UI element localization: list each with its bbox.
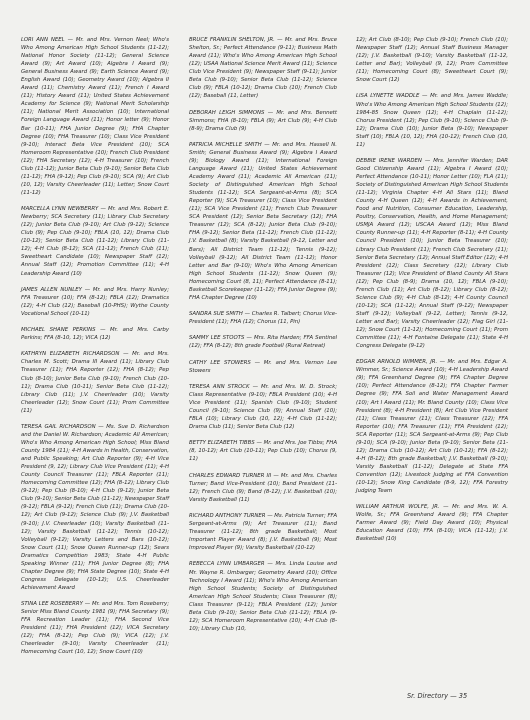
directory-entry: REBECCA LYNN UMBARGER — Mrs. Linda Louise and Mr. Wayne R. Umbarger; Geometry Award (10); Office Technology I Award (11); Who's Who Among American High School Students; Society of Distinguished American High School Students; Class Treasurer (8); Class Treasurer (9-11); FBLA President (12); Junior Beta Club (9-10); Senior Beta Club (11-12); FBLA (9-12); SCA Homeroom Representative (10); 4-H Club (8-10); Library Club (10, — [189, 561, 337, 632]
directory-entry: CHARLES EDWARD TURNER III — Mr. and Mrs. Charles Turner; Band Vice-President (10); Band President (11-12); French Club (9); Band (8-12); J.V. Basketball (10); Varsity Basketball (11) — [189, 472, 337, 503]
directory-entry: BETTY ELIZABETH TIBBS — Mr. and Mrs. Joe Tibbs; FHA (8, 10-12); Art Club (10-11); Pep Club (10); Chorus (9, 11) — [189, 440, 337, 463]
directory-entry: BRUCE FRANKLIN SHELTON, JR. — Mr. and Mrs. Bruce Shelton, Sr.; Perfect Attendance (9-11); Business Math Award (11); Who's Who Among American High School (12); USAA National Science Merit Award (11); Science Club Vice President (9); Newspaper Staff (9-11); Junior Beta Club (9-10); Senior Beta Club (11-12); Science Club (9); FBLA (10-12); Drama Club (10); French Club (12); Baseball (11, Letter) — [189, 37, 337, 100]
directory-entry: DEBORAH LEIGH SIMMONS — Mr. and Mrs. Bennett Simmons; FHA (8-10); FBLA (9); Art Club (9); 4-H Club (8-9); Drama Club (9) — [189, 109, 337, 132]
directory-entry: CATHY LEE STOWERS — Mr. and Mrs. Vernon Lee Stowers — [189, 359, 337, 374]
directory-entry: SAMMY LEE STOOTS — Mrs. Rita Harden; FFA Sentinel (12); FFA (8-12); 8th grade Football (Rural Retreat) — [189, 335, 337, 350]
directory-entry: 12); Art Club (8-10); Pep Club (9-10); French Club (10); Newspaper Staff (12); Annual Staff Business Manager (12); J.V. Basketball (9-10); Varsity Basketball (11-12, Letter and Bar); Volleyball (9, 12); Prom Committee (11); Homecoming Court (8); Sweetheart Court (9); Snow Court (12) — [356, 37, 508, 84]
directory-entry: MICHAEL SHANE PERKINS — Mr. and Mrs. Carby Perkins; FFA (8-10, 12); VICA (12) — [21, 327, 169, 342]
directory-entry: STINA LEE ROSEBERRY — Mr. and Mrs. Tom Roseberry; Senior Miss Bland County 1981 (9); FHA Secretary (9); FFA Recreation Leader (11); FHA Second Vice President (11); FHA President (12); VICA Secretary (12); FHA (8-12); Pep Club (9); VICA (12); J.V. Cheerleader (9-10); Varsity Cheerleader (11); Homecoming Court (10, 12); Snow Court (10) — [21, 601, 169, 656]
directory-entry: EDGAR ARNOLD WIMMER, JR. — Mr. and Mrs. Edgar A. Wimmer, Sr.; Science Award (10); 4-H Leadership Award (9); FFA Greenhand Degree (9); FFA Chapter Degree (10); Perfect Attendance (8-12); FFA Chapter Farmer Degree (9); FFA Soil and Water Management Award (10); Art I Award (11); Mr. Bland County (10); Class Vice President (8); 4-H President (8); Art Club Vice President (11); Class Treasurer (11); Class Treasurer (12); FFA Reporter (10); FFA Treasurer (11); FFA President (12); SCA Reporter (11); SCA Sergeant-at-Arms (9); Pep Club (9-10); SCA (9-10); Junior Beta (9-10); Senior Beta (11-12); Drama Club (10-12); Art Club (10-12); FFA (8-12); 4-H (8-12); 8th grade Basketball; J.V. Basketball (9-10); Varsity Basketball (11-12); Delegate at State FFA Convention (12); Livestock Judging at FFA Convention (10-12); Snow King Candidate (8-9, 12); FFA Forestry Judging Team — [356, 359, 508, 495]
column-left — [21, 36, 169, 665]
directory-entry: LORI ANN NEEL — Mr. and Mrs. Vernon Neel; Who's Who Among American High School Students (11-12); National Honor Society (11-12); General Science Award (9); Art Award (10); Algebra I Award (9); General Business Award (9); Earth Science Award (9); English Award (10); Geometry Award (10); Algebra II Award (11); Chemistry Award (11); French I Award (11); History Award (11); United States Achievement Academy for Science (9); National Merit Scholarship (11); National Merit Association (10); International Foreign Language Award (11); Honor letter (9); Honor Bar (10-11); FHA Junior Degree (9); FHA Chapter Degree (10); FHA Treasurer (10); Class Vice President (9-10); Interact Beta Vice President (10); SCA Homeroom Representative (10); French Club President (12); FHA Secretary (12); 4-H Treasurer (10); French Club (11-12); Junior Beta Club (9-10); Senior Beta Club (11-12); FHA (9-12); Pep Club (9-10); SCA (9); Art Club (10, 12); Varsity Cheerleader (11); Letter; Snow Court (11-12) — [21, 37, 169, 196]
directory-entry: MARCELLA LYNN NEWBERRY — Mr. and Mrs. Robert E. Newberry; SCA Secretary (11); Library Club Secretary (12); Junior Beta Club (9-10); Art Club (9-12); Science Club (9); Pep Club (9-10); FBLA (10, 12); Drama Club (10-12); Senior Beta Club (11-12); Library Club (11-12); 4-H Club (8-12); SCA (11-12); French Club (11); Sweetheart Candidate (10); Newspaper Staff (12); Annual Staff (12); Promotion Committee (11); 4-H Leadership Award (10) — [21, 206, 169, 277]
directory-entry: TERESA ANN STROCK — Mr. and Mrs. W. D. Strock; Class Representative (9-10); FBLA President (10); 4-H Vice President (11); Spanish Club (9-10); Student Council (9-10); Science Club (9); Annual Staff (10); FBLA (10); Library Club (10, 12); 4-H Club (11-12); Drama Club (11); Senior Beta Club (12) — [189, 383, 337, 431]
directory-entry: WILLIAM ARTHUR WOLFE, JR. — Mr. and Mrs. W. A. Wolfe, Sr.; FFA Greenhand Award (9); FFA Chapter Farmer Award (9); Field Day Award (10); Physical Education Award (10); FFA (8-10); VICA (11-12); J.V. Basketball (10) — [356, 504, 508, 543]
directory-entry: JAMES ALLEN NUNLEY — Mr. and Mrs. Harry Nunley; FFA Treasurer (10); FFA (8-12); FBLA (12); Dramatics (12); 4-H Club (12); Baseball (10-PHS); Wythe County Vocational School (10-11) — [21, 286, 169, 317]
directory-entry: DEBBIE IRENE WARDEN — Mrs. Jennifer Warden; DAR Good Citizenship Award (11); Algebra I Award (10); Perfect Attendance (10-11); Honor Letter (10); FLA (11); Society of Distinguished American High School Students (11-12); Virginia Chapter 4-H All Stars (11); Bland County 4-H Queen (12); 4-H Awards in Achievement, Food and Nutrition, Consumer Education, Leadership, Poultry, Conservation, Health, and Home Management; USMJA Award (12); USCAA Award (12); Miss Bland County Runner-up (11); 4-H Reporter (8-11); 4-H County Council President (10); Junior Beta Treasurer (10); Library Club President (11); French Club Secretary (11); Senior Beta Secretary (12); Annual Staff Editor (12); 4-H President (12); Class Secretary (12); Library Club Treasurer (12); Vice President of Bland County All Stars (12); Pep Club (8-9); Drama (10, 12); FBLA (9-10); French Club (11); Art Club (8-12); Library Club (8-12); Science Club (9); 4-H Club (8-12); 4-H County Council (10-12); SCA (11-12); Annual Staff (9-12); Newspaper Staff (9-12); Volleyball (9-12, Letter); Tennis (9-12, Letter and Bar); Varsity Cheerleader (12); Flag Girl (11-12); Snow Court (11-12); Homecoming Court (11); Prom Committee (11); 4-H Fontaine Delegate (11); State 4-H Congress Delegate (9-12) — [356, 157, 508, 350]
directory-entry: LISA LYNETTE WADDLE — Mr. and Mrs. James Waddle; Who's Who Among American High School Students (12); 1984-85 Snow Queen (12); 4-H Chaplain (11-12); Chorus President (12); Pep Club (9-10); Science Club (9-12); Drama Club (10); Junior Beta (9-10); Newspaper Staff (10); FBLA (10, 12); FHA (10-12); French Club (10, 11) — [356, 93, 508, 148]
directory-entry: TERESA GAIL RICHARDSON — Ms. Sue D. Richardson and the Daniel W. Richardson; Academic All American; Who's Who Among American High School; Miss Bland County 1984 (11); 4-H Awards in Health, Conservation, and Public Speaking; Art Club Reporter (9); 4-H Vice President (9, 12); Library Club Vice President (11); 4-H County Council Treasurer (11); FBLA Reporter (11); Homecoming Committee (12); FHA (8-12); Library Club (9-12); Pep Club (8-10); 4-H Club (9-12); Junior Beta Club (9-10); Senior Beta Club (11-12); Newspaper Staff (9-12); FBLA (9-12); French Club (11); Drama Club (10-12); Art Club (9-12); Science Club (9); J.V. Basketball (9-10); J.V. Cheerleader (10); Varsity Basketball (11-12); Varsity Basketball (11-12); Tennis (10-12); Volleyball (9-12); Varsity Letters and Bars (10-12); Snow Court (11); Snow Queen Runner-up (12); Sears Dramatics Competition 1983; State 4-H Public Speaking Winner (11); FHA Junior Degree (8); FHA Chapter Degree (9); FHA State Degree (10); State 4-H Congress Delegate (10-12); U.S. Cheerleader Achievement Award — [21, 423, 169, 591]
page-footer: Sr. Directory — 35 — [407, 692, 468, 700]
column-right — [356, 36, 508, 552]
directory-entry: KATHRYN ELIZABETH RICHARDSON — Mr. and Mrs. Charles M. Scott; Drama III Award (11); Library Club Treasurer (11); FHA Reporter (12); FHA (8-12); Pep Club (8-10); Junior Beta Club (9-10); French Club (10-11); Drama Club (10-11); Senior Beta Club (11-12); Library Club (11); J.V. Cheerleader (10); Varsity Cheerleader (12); Snow Court (11); Prom Committee (11) — [21, 351, 169, 414]
column-middle — [189, 36, 337, 641]
directory-entry: PATRICIA MICHELLE SMITH — Mr. and Mrs. Hassell N. Smith; General Business Award (9); Algebra I Award (9); Biology Award (11); International Foreign Language Award (11); United States Achievement Academy Award (11); Academic All American (11); Society of Distinguished American High School Students (11-12); SCA Sergeant-at-Arms (8); SCA Reporter (9); SCA Treasurer (10); Class Vice President (11); SCA Vice President (11); French Club Treasurer SCA President (12); Senior Beta Secretary (12); FHA Treasurer (12); SCA (8-12); Junior Beta Club (9-10); FHA (9-12); Senior Beta (11-12); French Club (11-12); J.V. Basketball (8); Varsity Basketball (9-12, Letter and Bars); All District Team (11-12); Tennis (9-12); Volleyball (9-12); All District Team (11-12); Honor Letter and Bar (9-10); Who's Who Among American High School Students (11-12); Snow Queen (9); Homecoming Court (8, 11); Perfect Attendance (8-11); Basketball Scorekeeper (11-12); FFA Junior Degree (9); FHA Chapter Degree (10) — [189, 141, 337, 301]
directory-entry: RICHARD ANTHONY TURNER — Ms. Patricia Turner; FFA Sergeant-at-Arms (9); Art Treasurer (11); Band Treasurer (11-12); 8th grade Basketball; Most Important Player Award (8); J.V. Basketball (9); Most Improved Player (9); Varsity Basketball (10-12) — [189, 513, 337, 552]
directory-entry: SANDRA SUE SMITH — Charles R. Talbert; Chorus Vice-President (11); FHA (12); Chorus (11, Pin) — [189, 311, 337, 326]
